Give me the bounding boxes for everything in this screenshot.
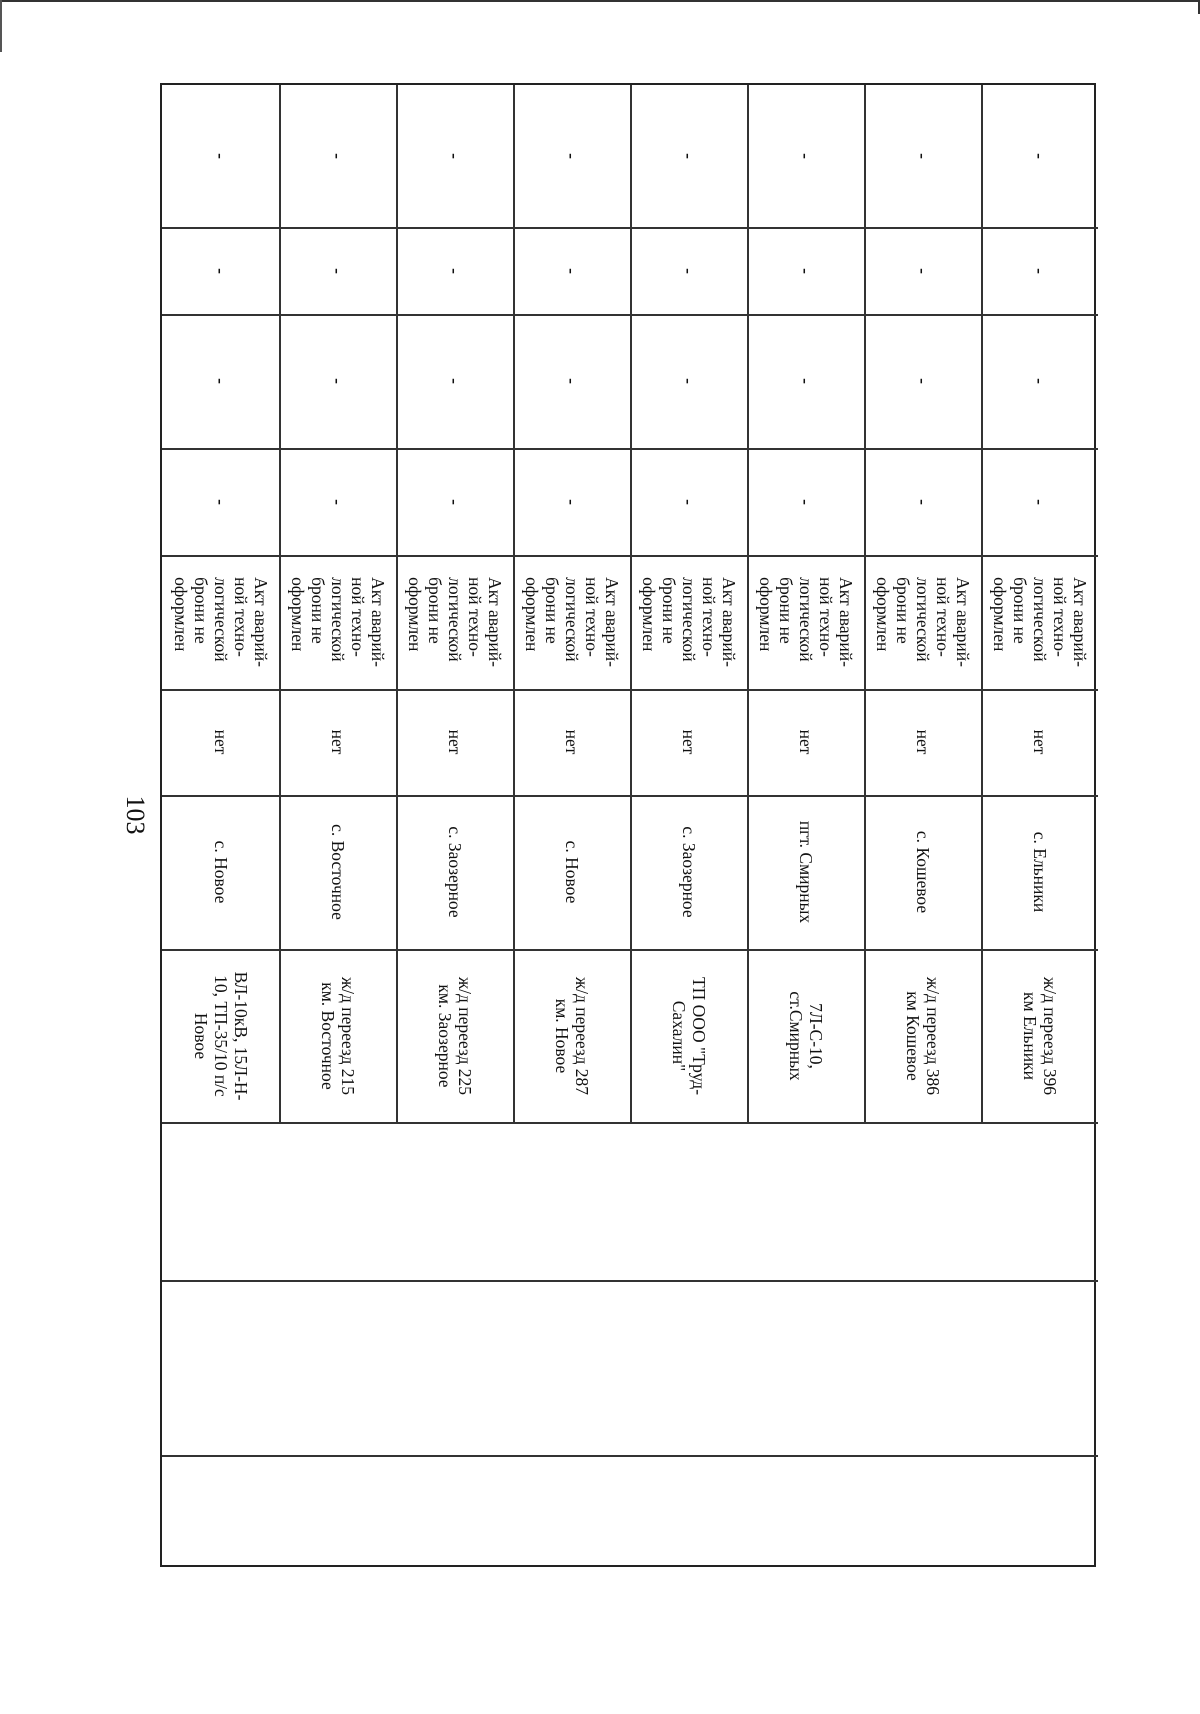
cell-text: с. Кошевое bbox=[912, 830, 933, 914]
cell-text: - bbox=[327, 267, 348, 274]
cell-text: ВЛ-10кВ, 15Л-Н- 10, ТП-35/10 п/с Новое bbox=[190, 971, 251, 1100]
cell-text: нет bbox=[678, 729, 699, 755]
cell-text: - bbox=[912, 153, 933, 159]
cell-text: - bbox=[678, 378, 699, 384]
cell-text: - bbox=[444, 378, 465, 384]
cell-text: Акт аварий- ной техно- логической брони не оформлен bbox=[755, 577, 856, 667]
cell-text: нет bbox=[561, 729, 582, 755]
cell-text: - bbox=[561, 153, 582, 159]
cell-text: нет bbox=[210, 729, 231, 755]
cell-text: - bbox=[327, 378, 348, 384]
column-divider bbox=[162, 689, 1098, 691]
cell-text: с. Восточное bbox=[327, 824, 348, 920]
cell-text: - bbox=[1029, 378, 1050, 384]
page-number-text: 103 bbox=[121, 795, 150, 835]
cell-text: Акт аварий- ной техно- логической брони не оформлен bbox=[170, 577, 271, 667]
cell-text: - bbox=[444, 267, 465, 274]
cell-text: - bbox=[210, 378, 231, 384]
cell-text: пгт. Смирных bbox=[795, 820, 816, 924]
cell-text: - bbox=[444, 153, 465, 159]
cell-text: с. Заозерное bbox=[444, 826, 465, 918]
cell-text: - bbox=[1029, 498, 1050, 505]
cell-text: - bbox=[795, 153, 816, 159]
row-divider bbox=[747, 85, 749, 1122]
cell-text: - bbox=[912, 498, 933, 505]
row-divider bbox=[981, 85, 983, 1122]
cell-text: ж/д переезд 215 км. Восточное bbox=[317, 976, 358, 1095]
cell-text: - bbox=[912, 267, 933, 274]
column-divider bbox=[162, 1122, 1098, 1124]
cell-text: - bbox=[678, 498, 699, 505]
cell-text: - bbox=[1029, 267, 1050, 274]
cell-text: ТП ООО "Труд- Сахалин" bbox=[668, 976, 709, 1095]
cell-text: Акт аварий- ной техно- логической брони не оформлен bbox=[287, 577, 388, 667]
cell-text: - bbox=[678, 153, 699, 159]
column-divider bbox=[162, 1455, 1098, 1457]
cell-text: 7Л-С-10, ст.Смирных bbox=[785, 990, 826, 1081]
rotated-table bbox=[160, 83, 1096, 1567]
column-divider bbox=[162, 949, 1098, 951]
cell-text: ж/д переезд 396 км Ельники bbox=[1019, 976, 1060, 1095]
cell-text: нет bbox=[444, 729, 465, 755]
column-divider bbox=[162, 448, 1098, 450]
column-divider bbox=[162, 555, 1098, 557]
cell-text: - bbox=[795, 267, 816, 274]
cell-text: с. Ельники bbox=[1029, 831, 1050, 913]
row-divider bbox=[864, 85, 866, 1122]
cell-text: Акт аварий- ной техно- логической брони не оформлен bbox=[521, 577, 622, 667]
column-divider bbox=[162, 795, 1098, 797]
cell-text: нет bbox=[912, 729, 933, 755]
cell-text: - bbox=[795, 378, 816, 384]
cell-text: ж/д переезд 287 км. Новое bbox=[551, 976, 592, 1095]
cell-text: Акт аварий- ной техно- логической брони не оформлен bbox=[872, 577, 973, 667]
cell-text: Акт аварий- ной техно- логической брони не оформлен bbox=[989, 577, 1090, 667]
cell-text: - bbox=[327, 153, 348, 159]
row-divider bbox=[279, 85, 281, 1122]
cell-text: нет bbox=[1029, 729, 1050, 755]
cell-text: с. Заозерное bbox=[678, 826, 699, 918]
cell-text: - bbox=[1029, 153, 1050, 159]
column-divider bbox=[162, 227, 1098, 229]
cell-text: Акт аварий- ной техно- логической брони не оформлен bbox=[638, 577, 739, 667]
row-divider bbox=[396, 85, 398, 1122]
cell-text: - bbox=[678, 267, 699, 274]
row-divider bbox=[513, 85, 515, 1122]
scan-border-left bbox=[0, 0, 2, 52]
cell-text: - bbox=[444, 498, 465, 505]
cell-text: Акт аварий- ной техно- логической брони не оформлен bbox=[404, 577, 505, 667]
cell-text: - bbox=[561, 378, 582, 384]
cell-text: с. Новое bbox=[210, 840, 231, 904]
cell-text: нет bbox=[327, 729, 348, 755]
cell-text: - bbox=[561, 498, 582, 505]
cell-text: - bbox=[795, 498, 816, 505]
cell-text: - bbox=[327, 498, 348, 505]
cell-text: ж/д переезд 386 км Кошевое bbox=[902, 976, 943, 1095]
cell-text: - bbox=[912, 378, 933, 384]
cell-text: - bbox=[210, 153, 231, 159]
column-divider bbox=[162, 1280, 1098, 1282]
cell-text: нет bbox=[795, 729, 816, 755]
cell-text: - bbox=[561, 267, 582, 274]
column-divider bbox=[162, 314, 1098, 316]
cell-text: - bbox=[210, 498, 231, 505]
cell-text: ж/д переезд 225 км. Заозерное bbox=[434, 976, 475, 1095]
cell-text: - bbox=[210, 267, 231, 274]
row-divider bbox=[630, 85, 632, 1122]
scan-border-top bbox=[0, 0, 1200, 2]
cell-text: с. Новое bbox=[561, 840, 582, 904]
